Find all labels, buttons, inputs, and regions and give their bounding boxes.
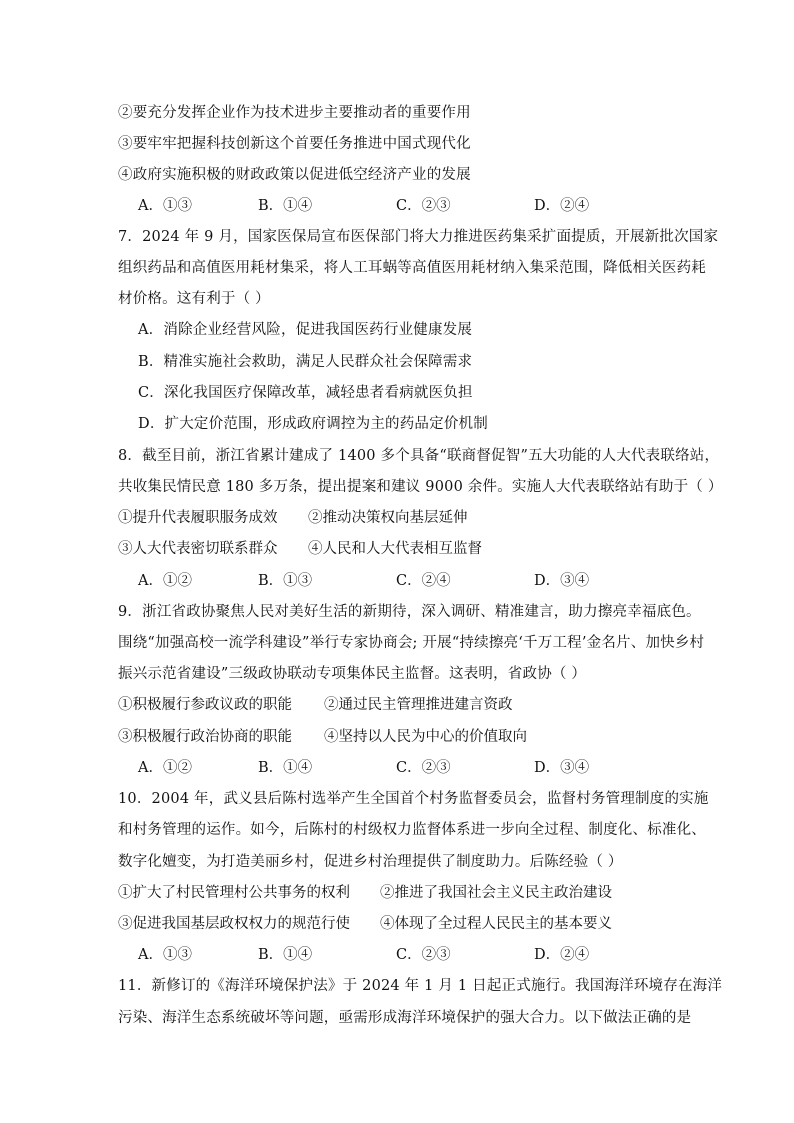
q9-statement-1: ①积极履行参政议政的职能	[118, 697, 292, 713]
q10-option-d: D．②④	[534, 947, 590, 963]
q6-statement-2: ②要充分发挥企业作为技术进步主要推动者的重要作用	[118, 105, 471, 121]
q8-option-d: D．③④	[534, 573, 590, 589]
q9-option-d: D．③④	[534, 760, 590, 776]
q9-option-a: A．①②	[138, 760, 192, 776]
q8-statement-1: ①提升代表履职服务成效	[118, 510, 278, 526]
q9-statement-2: ②通过民主管理推进建言资政	[324, 697, 513, 713]
q9-stem-line-2: 围绕“加强高校一流学科建设”举行专家协商会; 开展“持续擦亮‘千万工程’金名片、加快乡村	[118, 635, 705, 651]
q7-choice-b: B．精准实施社会救助，满足人民群众社会保障需求	[138, 354, 473, 370]
q10-statement-1: ①扩大了村民管理村公共事务的权利	[118, 885, 350, 901]
q10-stem-line-2: 和村务管理的运作。如今，后陈村的村级权力监督体系进一步向全过程、制度化、标准化、	[118, 822, 706, 838]
q9-stem-line-3: 振兴示范省建设”三级政协联动专项集体民主监督。这表明，省政协（ ）	[118, 666, 587, 682]
q8-statement-4: ④人民和人大代表相互监督	[308, 541, 482, 557]
q6-option-c: C．②③	[396, 198, 451, 214]
q7-choice-c: C．深化我国医疗保障改革，减轻患者看病就医负担	[138, 385, 473, 401]
q7-stem-line-1: 7．2024 年 9 月，国家医保局宣布医保部门将大力推进医药集采扩面提质，开展新批次国家	[118, 229, 719, 245]
q9-option-b: B．①④	[258, 760, 313, 776]
q9-option-c: C．②③	[396, 760, 451, 776]
q10-option-c: C．②③	[396, 947, 451, 963]
q11-stem-line-1: 11．新修订的《海洋环境保护法》于 2024 年 1 月 1 日起正式施行。我国海洋环境存在海洋	[118, 978, 723, 994]
q10-option-b: B．①④	[258, 947, 313, 963]
q9-statement-3: ③积极履行政治协商的职能	[118, 729, 292, 745]
q8-option-c: C．②④	[396, 573, 451, 589]
q7-choice-a: A．消除企业经营风险，促进我国医药行业健康发展	[138, 322, 473, 338]
q8-option-a: A．①②	[138, 573, 192, 589]
q10-option-a: A．①③	[138, 947, 192, 963]
q9-statement-4: ④坚持以人民为中心的价值取向	[324, 729, 527, 745]
q6-option-a: A．①③	[138, 198, 192, 214]
q8-option-b: B．①③	[258, 573, 313, 589]
q10-stem-line-3: 数字化嬗变，为打造美丽乡村，促进乡村治理提供了制度助力。后陈经验（ ）	[118, 854, 623, 870]
q7-stem-line-2: 组织药品和高值医用耗材集采，将人工耳蜗等高值医用耗材纳入集采范围，降低相关医药耗	[118, 260, 706, 276]
q8-statement-3: ③人大代表密切联系群众	[118, 541, 278, 557]
q6-option-b: B．①④	[258, 198, 313, 214]
q8-stem-line-1: 8．截至目前，浙江省累计建成了 1400 多个具备“联商督促智”五大功能的人大代表联络站，	[118, 448, 720, 464]
q9-stem-line-1: 9．浙江省政协聚焦人民对美好生活的新期待，深入调研、精准建言，助力擦亮幸福底色。	[118, 604, 701, 620]
q10-statement-4: ④体现了全过程人民民主的基本要义	[380, 916, 612, 932]
q7-stem-line-3: 材价格。这有利于（ ）	[118, 291, 270, 307]
q6-option-d: D．②④	[534, 198, 590, 214]
q8-stem-line-2: 共收集民情民意 180 多万条，提出提案和建议 9000 余件。实施人大代表联络站有助于（ ）	[118, 479, 723, 495]
q6-statement-4: ④政府实施积极的财政政策以促进低空经济产业的发展	[118, 167, 471, 183]
q7-choice-d: D．扩大定价范围，形成政府调控为主的药品定价机制	[138, 416, 488, 432]
q6-statement-3: ③要牢牢把握科技创新这个首要任务推进中国式现代化	[118, 136, 471, 152]
q10-stem-line-1: 10．2004 年，武义县后陈村选举产生全国首个村务监督委员会，监督村务管理制度的实施	[118, 791, 709, 807]
q8-statement-2: ②推动决策权向基层延伸	[308, 510, 468, 526]
q10-statement-2: ②推进了我国社会主义民主政治建设	[380, 885, 612, 901]
q11-stem-line-2: 污染、海洋生态系统破坏等问题，亟需形成海洋环境保护的强大合力。以下做法正确的是	[118, 1010, 692, 1026]
q10-statement-3: ③促进我国基层政权权力的规范行使	[118, 916, 350, 932]
